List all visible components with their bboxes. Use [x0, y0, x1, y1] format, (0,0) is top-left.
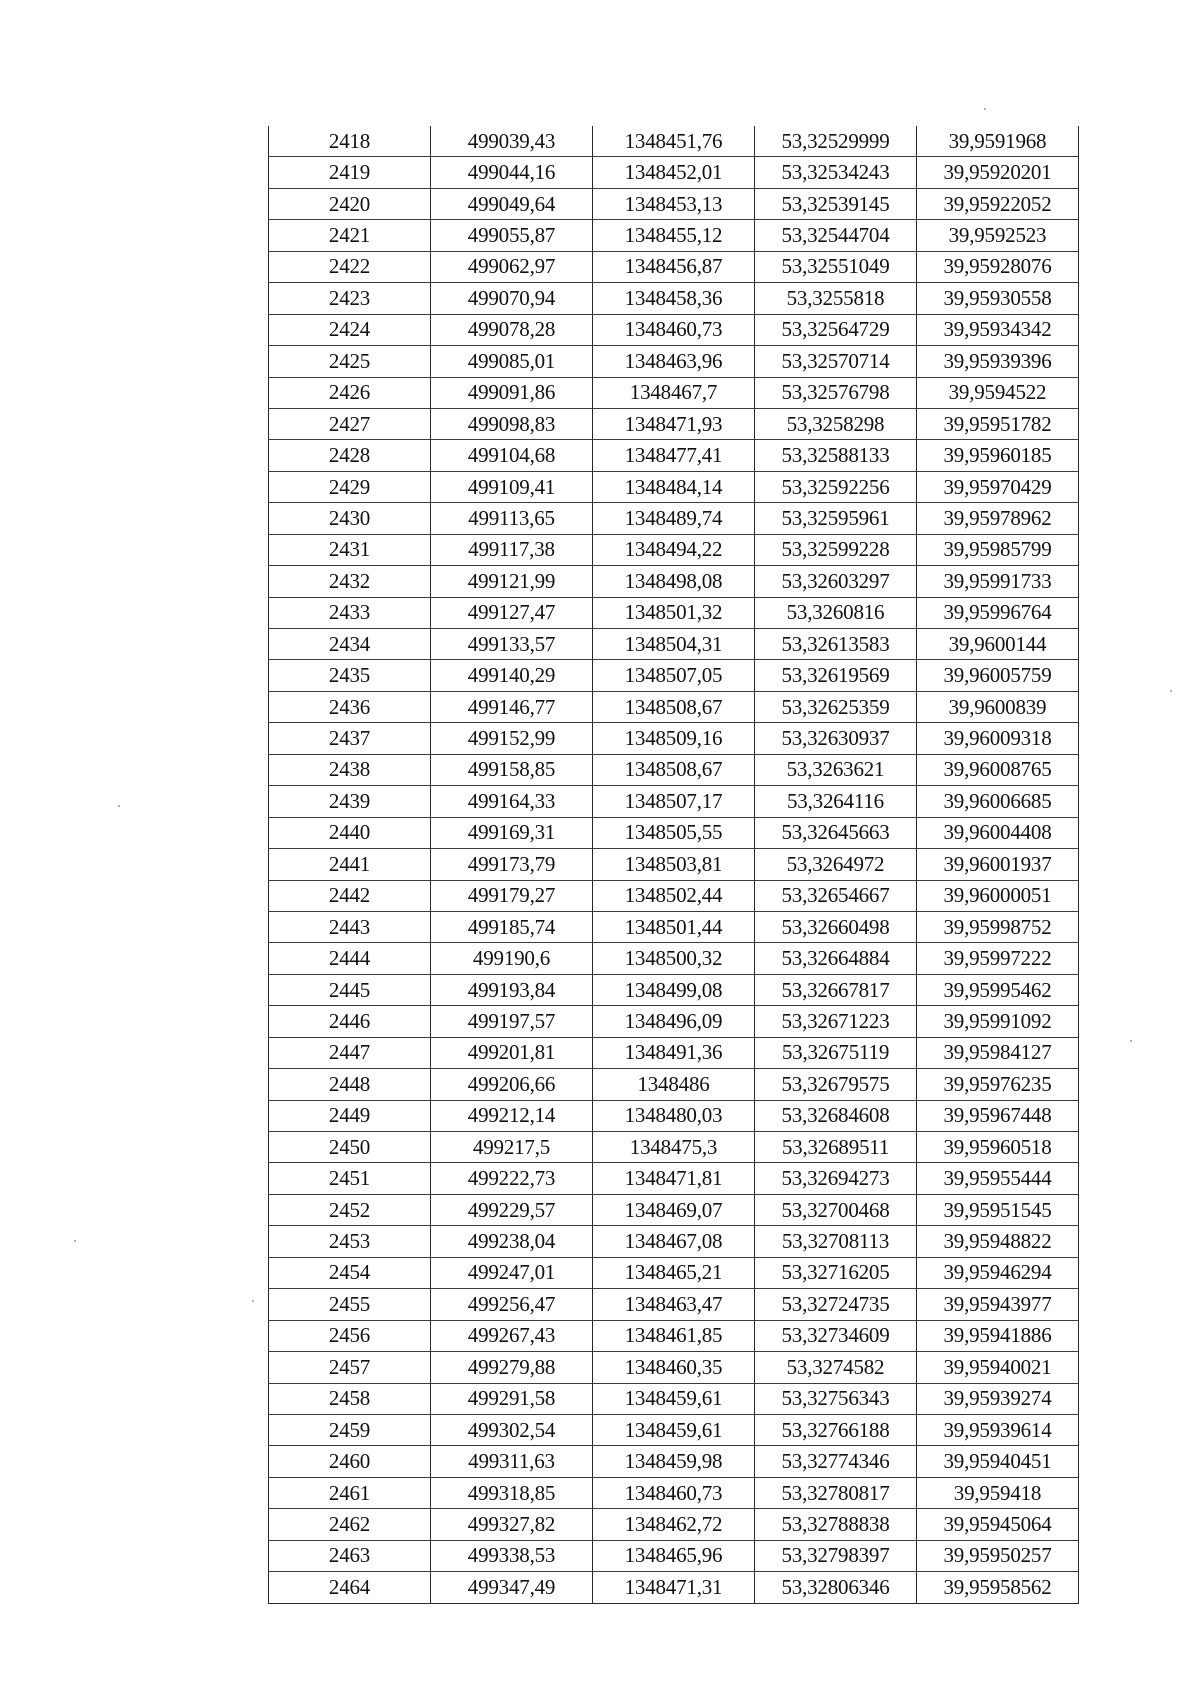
latitude-cell: 53,32675119: [755, 1037, 917, 1068]
latitude-cell: 53,32660498: [755, 911, 917, 942]
coord-y-cell: 1348499,08: [593, 974, 755, 1005]
longitude-cell: 39,95940451: [917, 1446, 1079, 1477]
point-number-cell: 2449: [269, 1100, 431, 1131]
coord-x-cell: 499318,85: [431, 1477, 593, 1508]
latitude-cell: 53,32592256: [755, 471, 917, 502]
coord-x-cell: 499179,27: [431, 880, 593, 911]
longitude-cell: 39,95996764: [917, 597, 1079, 628]
longitude-cell: 39,95995462: [917, 974, 1079, 1005]
point-number-cell: 2459: [269, 1414, 431, 1445]
longitude-cell: 39,95958562: [917, 1572, 1079, 1603]
table-row: [269, 566, 1079, 597]
table-row: [269, 283, 1079, 314]
longitude-cell: 39,9591968: [917, 126, 1079, 157]
longitude-cell: 39,95941886: [917, 1320, 1079, 1351]
longitude-cell: 39,95984127: [917, 1037, 1079, 1068]
coord-x-cell: 499158,85: [431, 754, 593, 785]
longitude-cell: 39,96000051: [917, 880, 1079, 911]
coord-y-cell: 1348480,03: [593, 1100, 755, 1131]
table-row: [269, 1414, 1079, 1445]
latitude-cell: 53,32679575: [755, 1069, 917, 1100]
coord-y-cell: 1348459,98: [593, 1446, 755, 1477]
longitude-cell: 39,95951782: [917, 408, 1079, 439]
point-number-cell: 2428: [269, 440, 431, 471]
table-row: [269, 314, 1079, 345]
point-number-cell: 2424: [269, 314, 431, 345]
table-row: [269, 723, 1079, 754]
coord-y-cell: 1348460,35: [593, 1352, 755, 1383]
coord-y-cell: 1348453,13: [593, 188, 755, 219]
scan-speck: [252, 1300, 254, 1302]
coord-y-cell: 1348508,67: [593, 754, 755, 785]
table-row: [269, 880, 1079, 911]
latitude-cell: 53,3274582: [755, 1352, 917, 1383]
coord-y-cell: 1348496,09: [593, 1006, 755, 1037]
point-number-cell: 2442: [269, 880, 431, 911]
latitude-cell: 53,32588133: [755, 440, 917, 471]
longitude-cell: 39,95940021: [917, 1352, 1079, 1383]
table-row: [269, 1477, 1079, 1508]
coord-y-cell: 1348471,93: [593, 408, 755, 439]
table-row: [269, 534, 1079, 565]
coord-y-cell: 1348459,61: [593, 1383, 755, 1414]
table-row: [269, 1540, 1079, 1571]
point-number-cell: 2460: [269, 1446, 431, 1477]
table-row: [269, 660, 1079, 691]
latitude-cell: 53,3264972: [755, 849, 917, 880]
coord-x-cell: 499085,01: [431, 346, 593, 377]
point-number-cell: 2432: [269, 566, 431, 597]
point-number-cell: 2437: [269, 723, 431, 754]
point-number-cell: 2455: [269, 1289, 431, 1320]
coord-y-cell: 1348458,36: [593, 283, 755, 314]
coord-x-cell: 499133,57: [431, 629, 593, 660]
coord-y-cell: 1348500,32: [593, 943, 755, 974]
longitude-cell: 39,95951545: [917, 1194, 1079, 1225]
coord-x-cell: 499190,6: [431, 943, 593, 974]
longitude-cell: 39,9594522: [917, 377, 1079, 408]
coord-x-cell: 499267,43: [431, 1320, 593, 1351]
coord-x-cell: 499078,28: [431, 314, 593, 345]
longitude-cell: 39,95997222: [917, 943, 1079, 974]
longitude-cell: 39,95970429: [917, 471, 1079, 502]
latitude-cell: 53,32551049: [755, 251, 917, 282]
coord-x-cell: 499311,63: [431, 1446, 593, 1477]
coord-x-cell: 499113,65: [431, 503, 593, 534]
coord-y-cell: 1348471,81: [593, 1163, 755, 1194]
table-row: [269, 440, 1079, 471]
coord-x-cell: 499279,88: [431, 1352, 593, 1383]
coord-y-cell: 1348462,72: [593, 1509, 755, 1540]
point-number-cell: 2444: [269, 943, 431, 974]
latitude-cell: 53,32667817: [755, 974, 917, 1005]
table-row: [269, 849, 1079, 880]
coord-y-cell: 1348460,73: [593, 1477, 755, 1508]
coord-x-cell: 499185,74: [431, 911, 593, 942]
table-row: [269, 1194, 1079, 1225]
coord-x-cell: 499302,54: [431, 1414, 593, 1445]
longitude-cell: 39,95978962: [917, 503, 1079, 534]
table-row: [269, 597, 1079, 628]
coord-x-cell: 499049,64: [431, 188, 593, 219]
table-row: [269, 377, 1079, 408]
coord-x-cell: 499109,41: [431, 471, 593, 502]
point-number-cell: 2421: [269, 220, 431, 251]
coord-y-cell: 1348484,14: [593, 471, 755, 502]
table-row: [269, 251, 1079, 282]
coord-x-cell: 499212,14: [431, 1100, 593, 1131]
coord-x-cell: 499291,58: [431, 1383, 593, 1414]
table-row: [269, 1006, 1079, 1037]
coord-x-cell: 499217,5: [431, 1132, 593, 1163]
coord-x-cell: 499164,33: [431, 786, 593, 817]
latitude-cell: 53,32654667: [755, 880, 917, 911]
longitude-cell: 39,95934342: [917, 314, 1079, 345]
latitude-cell: 53,32570714: [755, 346, 917, 377]
coord-x-cell: 499044,16: [431, 157, 593, 188]
coord-y-cell: 1348494,22: [593, 534, 755, 565]
table-row: [269, 754, 1079, 785]
coord-x-cell: 499197,57: [431, 1006, 593, 1037]
coord-x-cell: 499070,94: [431, 283, 593, 314]
scan-speck: [118, 805, 120, 807]
longitude-cell: 39,95939614: [917, 1414, 1079, 1445]
table-row: [269, 1289, 1079, 1320]
longitude-cell: 39,95960185: [917, 440, 1079, 471]
coord-y-cell: 1348507,05: [593, 660, 755, 691]
point-number-cell: 2462: [269, 1509, 431, 1540]
longitude-cell: 39,9600839: [917, 691, 1079, 722]
coord-y-cell: 1348467,08: [593, 1226, 755, 1257]
latitude-cell: 53,32595961: [755, 503, 917, 534]
coord-y-cell: 1348505,55: [593, 817, 755, 848]
point-number-cell: 2427: [269, 408, 431, 439]
coord-x-cell: 499117,38: [431, 534, 593, 565]
point-number-cell: 2446: [269, 1006, 431, 1037]
latitude-cell: 53,32694273: [755, 1163, 917, 1194]
coord-y-cell: 1348455,12: [593, 220, 755, 251]
point-number-cell: 2434: [269, 629, 431, 660]
point-number-cell: 2431: [269, 534, 431, 565]
coord-x-cell: 499146,77: [431, 691, 593, 722]
table-row: [269, 1163, 1079, 1194]
point-number-cell: 2418: [269, 126, 431, 157]
longitude-cell: 39,95930558: [917, 283, 1079, 314]
latitude-cell: 53,32689511: [755, 1132, 917, 1163]
coord-x-cell: 499347,49: [431, 1572, 593, 1603]
coord-y-cell: 1348498,08: [593, 566, 755, 597]
coord-y-cell: 1348475,3: [593, 1132, 755, 1163]
coord-y-cell: 1348491,36: [593, 1037, 755, 1068]
longitude-cell: 39,95945064: [917, 1509, 1079, 1540]
longitude-cell: 39,96008765: [917, 754, 1079, 785]
latitude-cell: 53,32716205: [755, 1257, 917, 1288]
coord-x-cell: 499193,84: [431, 974, 593, 1005]
coord-x-cell: 499247,01: [431, 1257, 593, 1288]
latitude-cell: 53,32564729: [755, 314, 917, 345]
point-number-cell: 2453: [269, 1226, 431, 1257]
point-number-cell: 2438: [269, 754, 431, 785]
latitude-cell: 53,32734609: [755, 1320, 917, 1351]
table-row: [269, 911, 1079, 942]
point-number-cell: 2436: [269, 691, 431, 722]
coord-y-cell: 1348503,81: [593, 849, 755, 880]
latitude-cell: 53,32766188: [755, 1414, 917, 1445]
latitude-cell: 53,32576798: [755, 377, 917, 408]
coord-x-cell: 499229,57: [431, 1194, 593, 1225]
latitude-cell: 53,32534243: [755, 157, 917, 188]
table-row: [269, 1352, 1079, 1383]
coordinates-table: [268, 126, 1079, 1604]
coord-y-cell: 1348459,61: [593, 1414, 755, 1445]
table-row: [269, 157, 1079, 188]
coord-y-cell: 1348465,96: [593, 1540, 755, 1571]
latitude-cell: 53,32671223: [755, 1006, 917, 1037]
coord-x-cell: 499062,97: [431, 251, 593, 282]
latitude-cell: 53,32780817: [755, 1477, 917, 1508]
longitude-cell: 39,95950257: [917, 1540, 1079, 1571]
longitude-cell: 39,95998752: [917, 911, 1079, 942]
longitude-cell: 39,95943977: [917, 1289, 1079, 1320]
coord-y-cell: 1348461,85: [593, 1320, 755, 1351]
scan-speck: [1170, 690, 1172, 692]
coord-y-cell: 1348509,16: [593, 723, 755, 754]
latitude-cell: 53,3255818: [755, 283, 917, 314]
coord-x-cell: 499055,87: [431, 220, 593, 251]
point-number-cell: 2426: [269, 377, 431, 408]
coord-y-cell: 1348486: [593, 1069, 755, 1100]
point-number-cell: 2447: [269, 1037, 431, 1068]
latitude-cell: 53,32756343: [755, 1383, 917, 1414]
latitude-cell: 53,32788838: [755, 1509, 917, 1540]
latitude-cell: 53,32539145: [755, 188, 917, 219]
table-row: [269, 1446, 1079, 1477]
table-row: [269, 503, 1079, 534]
latitude-cell: 53,32599228: [755, 534, 917, 565]
point-number-cell: 2461: [269, 1477, 431, 1508]
coord-y-cell: 1348451,76: [593, 126, 755, 157]
point-number-cell: 2457: [269, 1352, 431, 1383]
coord-y-cell: 1348501,44: [593, 911, 755, 942]
longitude-cell: 39,9592523: [917, 220, 1079, 251]
longitude-cell: 39,95955444: [917, 1163, 1079, 1194]
latitude-cell: 53,32700468: [755, 1194, 917, 1225]
point-number-cell: 2422: [269, 251, 431, 282]
coord-x-cell: 499201,81: [431, 1037, 593, 1068]
point-number-cell: 2423: [269, 283, 431, 314]
coordinates-table-body: [269, 126, 1079, 1603]
longitude-cell: 39,96006685: [917, 786, 1079, 817]
coord-y-cell: 1348504,31: [593, 629, 755, 660]
point-number-cell: 2450: [269, 1132, 431, 1163]
point-number-cell: 2430: [269, 503, 431, 534]
table-row: [269, 346, 1079, 377]
table-row: [269, 629, 1079, 660]
latitude-cell: 53,32544704: [755, 220, 917, 251]
latitude-cell: 53,32664884: [755, 943, 917, 974]
coord-x-cell: 499039,43: [431, 126, 593, 157]
coord-x-cell: 499121,99: [431, 566, 593, 597]
latitude-cell: 53,32529999: [755, 126, 917, 157]
table-row: [269, 943, 1079, 974]
latitude-cell: 53,3263621: [755, 754, 917, 785]
table-row: [269, 220, 1079, 251]
point-number-cell: 2454: [269, 1257, 431, 1288]
table-row: [269, 1257, 1079, 1288]
longitude-cell: 39,95928076: [917, 251, 1079, 282]
latitude-cell: 53,32603297: [755, 566, 917, 597]
point-number-cell: 2463: [269, 1540, 431, 1571]
latitude-cell: 53,32613583: [755, 629, 917, 660]
longitude-cell: 39,96004408: [917, 817, 1079, 848]
table-row: [269, 786, 1079, 817]
table-row: [269, 126, 1079, 157]
longitude-cell: 39,95948822: [917, 1226, 1079, 1257]
coord-y-cell: 1348489,74: [593, 503, 755, 534]
coord-x-cell: 499140,29: [431, 660, 593, 691]
latitude-cell: 53,32684608: [755, 1100, 917, 1131]
coord-x-cell: 499098,83: [431, 408, 593, 439]
coord-y-cell: 1348465,21: [593, 1257, 755, 1288]
latitude-cell: 53,32708113: [755, 1226, 917, 1257]
latitude-cell: 53,32724735: [755, 1289, 917, 1320]
coord-x-cell: 499338,53: [431, 1540, 593, 1571]
coord-x-cell: 499091,86: [431, 377, 593, 408]
table-row: [269, 974, 1079, 1005]
longitude-cell: 39,95939396: [917, 346, 1079, 377]
table-row: [269, 1320, 1079, 1351]
point-number-cell: 2443: [269, 911, 431, 942]
longitude-cell: 39,95991733: [917, 566, 1079, 597]
table-row: [269, 188, 1079, 219]
longitude-cell: 39,95991092: [917, 1006, 1079, 1037]
scan-speck: [74, 1240, 76, 1242]
point-number-cell: 2441: [269, 849, 431, 880]
latitude-cell: 53,32774346: [755, 1446, 917, 1477]
coord-y-cell: 1348507,17: [593, 786, 755, 817]
point-number-cell: 2458: [269, 1383, 431, 1414]
coord-y-cell: 1348508,67: [593, 691, 755, 722]
scan-speck: [984, 108, 986, 110]
coord-x-cell: 499238,04: [431, 1226, 593, 1257]
latitude-cell: 53,3264116: [755, 786, 917, 817]
point-number-cell: 2456: [269, 1320, 431, 1351]
point-number-cell: 2464: [269, 1572, 431, 1603]
coord-x-cell: 499127,47: [431, 597, 593, 628]
table-row: [269, 408, 1079, 439]
latitude-cell: 53,32630937: [755, 723, 917, 754]
point-number-cell: 2451: [269, 1163, 431, 1194]
table-row: [269, 1100, 1079, 1131]
table-row: [269, 691, 1079, 722]
table-row: [269, 1509, 1079, 1540]
point-number-cell: 2435: [269, 660, 431, 691]
latitude-cell: 53,3260816: [755, 597, 917, 628]
coord-x-cell: 499256,47: [431, 1289, 593, 1320]
coord-x-cell: 499169,31: [431, 817, 593, 848]
longitude-cell: 39,95976235: [917, 1069, 1079, 1100]
latitude-cell: 53,32806346: [755, 1572, 917, 1603]
table-row: [269, 1132, 1079, 1163]
coord-y-cell: 1348467,7: [593, 377, 755, 408]
coord-x-cell: 499104,68: [431, 440, 593, 471]
point-number-cell: 2440: [269, 817, 431, 848]
coord-y-cell: 1348477,41: [593, 440, 755, 471]
longitude-cell: 39,95946294: [917, 1257, 1079, 1288]
longitude-cell: 39,959418: [917, 1477, 1079, 1508]
coord-y-cell: 1348463,96: [593, 346, 755, 377]
point-number-cell: 2445: [269, 974, 431, 1005]
table-row: [269, 1037, 1079, 1068]
longitude-cell: 39,95985799: [917, 534, 1079, 565]
longitude-cell: 39,96009318: [917, 723, 1079, 754]
table-row: [269, 471, 1079, 502]
longitude-cell: 39,95922052: [917, 188, 1079, 219]
point-number-cell: 2420: [269, 188, 431, 219]
table-row: [269, 1226, 1079, 1257]
longitude-cell: 39,95939274: [917, 1383, 1079, 1414]
longitude-cell: 39,95960518: [917, 1132, 1079, 1163]
longitude-cell: 39,95967448: [917, 1100, 1079, 1131]
scan-speck: [1130, 1040, 1132, 1042]
longitude-cell: 39,96005759: [917, 660, 1079, 691]
longitude-cell: 39,9600144: [917, 629, 1079, 660]
point-number-cell: 2448: [269, 1069, 431, 1100]
coord-y-cell: 1348469,07: [593, 1194, 755, 1225]
table-row: [269, 817, 1079, 848]
coord-y-cell: 1348502,44: [593, 880, 755, 911]
point-number-cell: 2419: [269, 157, 431, 188]
longitude-cell: 39,95920201: [917, 157, 1079, 188]
point-number-cell: 2429: [269, 471, 431, 502]
coord-y-cell: 1348452,01: [593, 157, 755, 188]
latitude-cell: 53,32625359: [755, 691, 917, 722]
table-row: [269, 1069, 1079, 1100]
coord-x-cell: 499173,79: [431, 849, 593, 880]
point-number-cell: 2425: [269, 346, 431, 377]
coord-x-cell: 499152,99: [431, 723, 593, 754]
coord-x-cell: 499206,66: [431, 1069, 593, 1100]
point-number-cell: 2452: [269, 1194, 431, 1225]
latitude-cell: 53,32645663: [755, 817, 917, 848]
coord-x-cell: 499222,73: [431, 1163, 593, 1194]
latitude-cell: 53,32798397: [755, 1540, 917, 1571]
point-number-cell: 2433: [269, 597, 431, 628]
latitude-cell: 53,32619569: [755, 660, 917, 691]
coord-y-cell: 1348460,73: [593, 314, 755, 345]
point-number-cell: 2439: [269, 786, 431, 817]
coord-y-cell: 1348501,32: [593, 597, 755, 628]
latitude-cell: 53,3258298: [755, 408, 917, 439]
coord-x-cell: 499327,82: [431, 1509, 593, 1540]
coord-y-cell: 1348456,87: [593, 251, 755, 282]
coord-y-cell: 1348463,47: [593, 1289, 755, 1320]
table-row: [269, 1383, 1079, 1414]
coord-y-cell: 1348471,31: [593, 1572, 755, 1603]
longitude-cell: 39,96001937: [917, 849, 1079, 880]
table-row: [269, 1572, 1079, 1603]
